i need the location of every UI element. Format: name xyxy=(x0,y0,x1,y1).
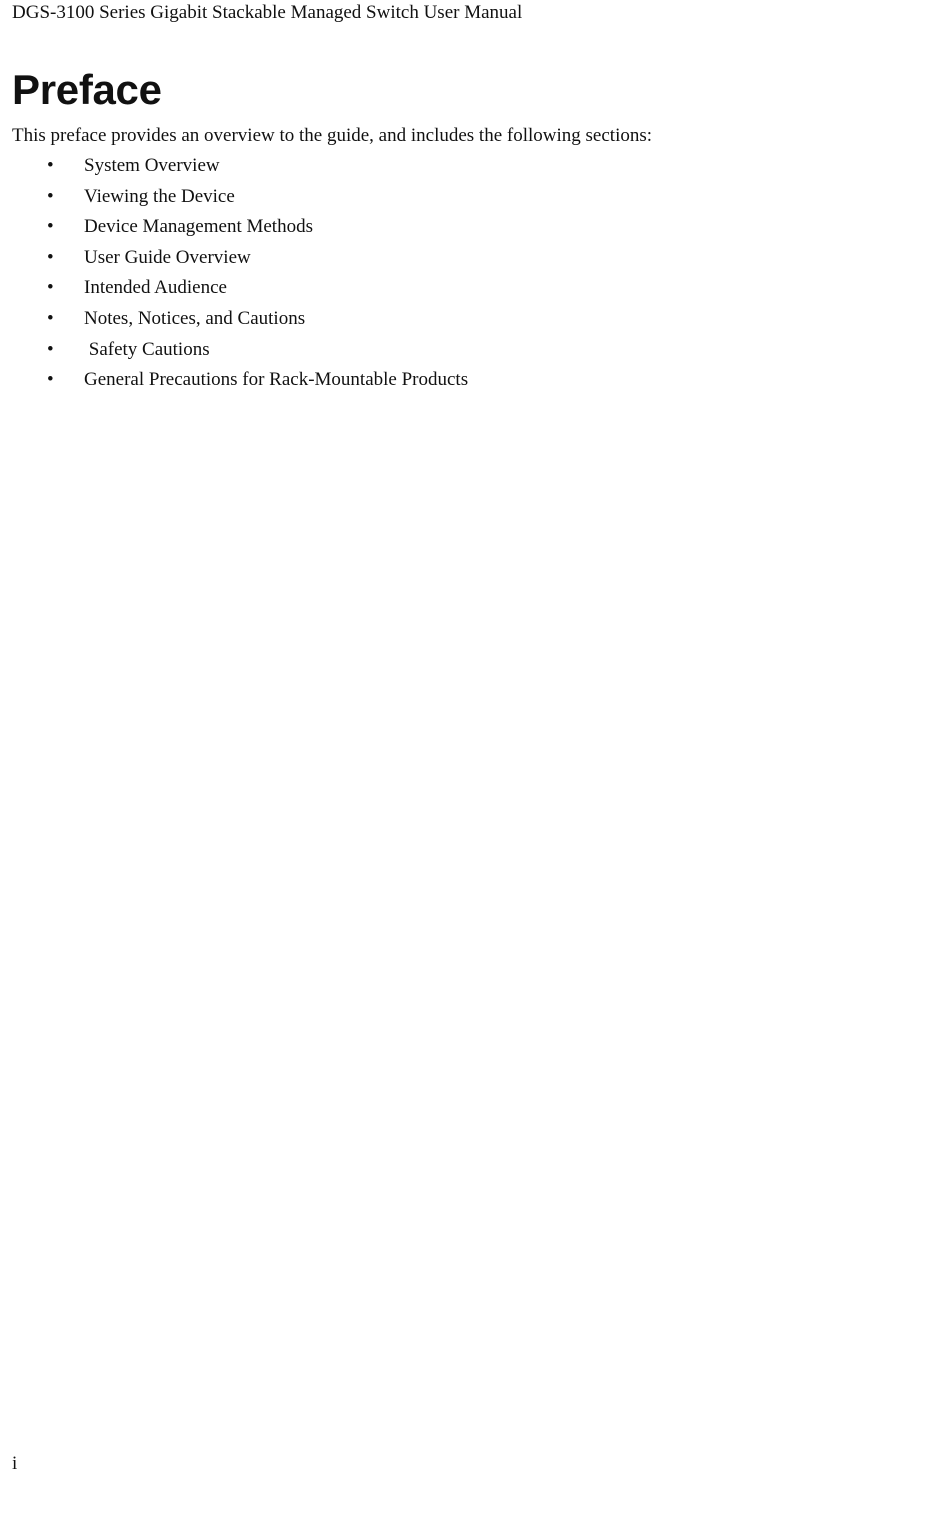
bullet-icon: • xyxy=(47,155,54,176)
list-item xyxy=(0,307,306,338)
list-item xyxy=(0,276,227,307)
bullet-icon: • xyxy=(47,338,54,360)
bullet-icon: • xyxy=(47,277,54,299)
list-item-text: System Overview xyxy=(84,155,220,176)
list-item-text: Device Management Methods xyxy=(84,216,313,238)
intro-paragraph: This preface provides an overview to the guide, and includes the following sections: xyxy=(12,125,653,146)
bullet-icon: • xyxy=(47,185,54,207)
page-title: Preface xyxy=(12,66,162,113)
list-item xyxy=(0,368,469,399)
list-item-text: Safety Cautions xyxy=(84,338,210,360)
list-item-text: Viewing the Device xyxy=(84,185,235,207)
list-item xyxy=(0,215,313,246)
running-header: DGS-3100 Series Gigabit Stackable Managed Switch User Manual xyxy=(12,2,523,23)
section-list xyxy=(0,154,469,399)
list-item xyxy=(0,185,235,216)
list-item-text: Notes, Notices, and Cautions xyxy=(84,307,306,329)
list-item-text: Intended Audience xyxy=(84,277,227,299)
list-item xyxy=(0,246,251,277)
list-item-text: General Precautions for Rack-Mountable Products xyxy=(84,369,469,391)
bullet-icon: • xyxy=(47,216,54,238)
list-item-text: User Guide Overview xyxy=(84,246,251,268)
bullet-icon: • xyxy=(47,307,54,329)
list-item xyxy=(0,338,210,369)
list-item xyxy=(0,154,220,185)
page-number: i xyxy=(12,1453,18,1474)
bullet-icon: • xyxy=(47,369,54,391)
bullet-icon: • xyxy=(47,246,54,268)
